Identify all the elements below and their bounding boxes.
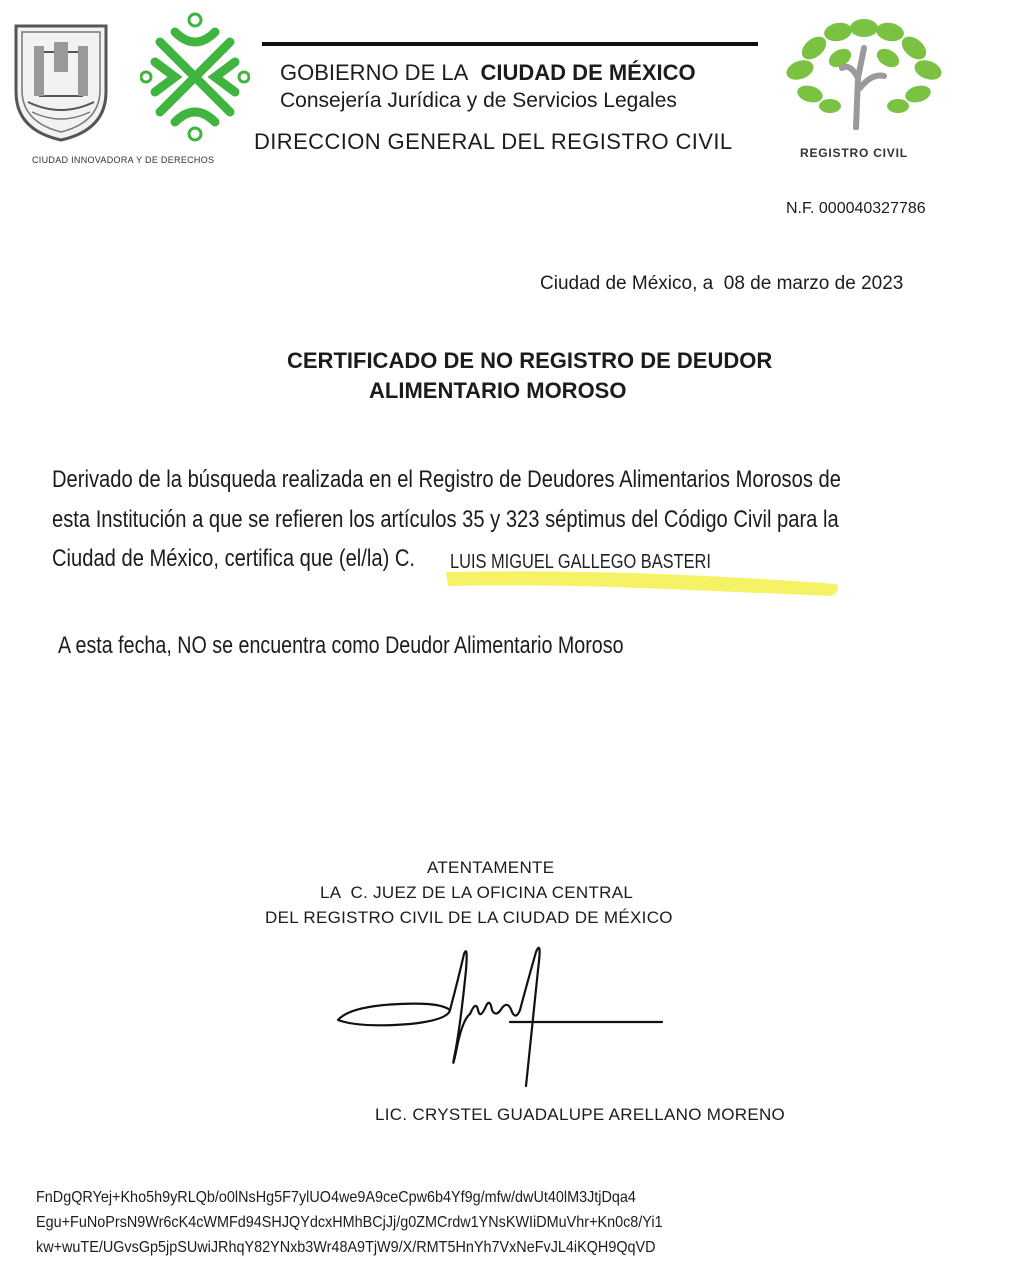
signer-title-line2: DEL REGISTRO CIVIL DE LA CIUDAD DE MÉXICO: [265, 908, 673, 927]
digital-seal-line2: Egu+FuNoPrsN9Wr6cK4cWMFd94SHJQYdcxHMhBCjJj/g0ZMCrdw1YNsKWIiDMuVhr+Kn0c8/Yi1: [36, 1214, 663, 1231]
signer-name: LIC. CRYSTEL GUADALUPE ARELLANO MORENO: [375, 1105, 786, 1124]
department-name: Consejería Jurídica y de Servicios Legales: [280, 89, 677, 112]
folio-number: N.F. 000040327786: [786, 200, 926, 217]
government-title: [280, 60, 696, 86]
certificate-title-line2: ALIMENTARIO MOROSO: [369, 378, 627, 403]
person-name: LUIS MIGUEL GALLEGO BASTERI: [450, 551, 711, 573]
certification-statement: A esta fecha, NO se encuentra como Deudor Alimentario Moroso: [58, 632, 624, 659]
directorate-name: DIRECCION GENERAL DEL REGISTRO CIVIL: [254, 129, 733, 154]
city-name: CIUDAD DE MÉXICO: [480, 60, 696, 85]
issue-date: Ciudad de México, a 08 de marzo de 2023: [540, 273, 904, 294]
government-prefix: GOBIERNO DE LA: [280, 60, 469, 85]
certificate-title-line1: CERTIFICADO DE NO REGISTRO DE DEUDOR: [287, 348, 773, 373]
cdmx-tagline: CIUDAD INNOVADORA Y DE DERECHOS: [32, 155, 215, 165]
body-text-line3: Ciudad de México, certifica que (el/la) C.: [52, 545, 416, 572]
body-text-line1: Derivado de la búsqueda realizada en el Registro de Deudores Alimentarios Morosos de: [52, 466, 841, 493]
registro-civil-label: REGISTRO CIVIL: [800, 146, 908, 160]
registro-civil-tree-icon: [780, 18, 948, 130]
body-text-line2: esta Institución a que se refieren los artículos 35 y 323 séptimus del Código Civil para la: [52, 506, 839, 533]
digital-seal-line3: kw+wuTE/UGvsGp5jpSUwiJRhqY82YNxb3Wr48A9TjW9/X/RMT5HnYh7VxNeFvJL4iKQH9QqVD: [36, 1239, 656, 1256]
digital-seal-line1: FnDgQRYej+Kho5h9yRLQb/o0lNsHg5F7ylUO4we9A9ceCpw6b4Yf9g/mfw/dwUt40lM3JtjDqa4: [36, 1189, 636, 1206]
closing-salutation: ATENTAMENTE: [427, 858, 555, 877]
cdmx-logo-icon: [140, 12, 250, 142]
header-rule: [262, 42, 758, 46]
signer-title-line1: LA C. JUEZ DE LA OFICINA CENTRAL: [320, 883, 634, 902]
coat-of-arms-icon: [12, 22, 110, 144]
handwritten-signature: [330, 940, 670, 1090]
